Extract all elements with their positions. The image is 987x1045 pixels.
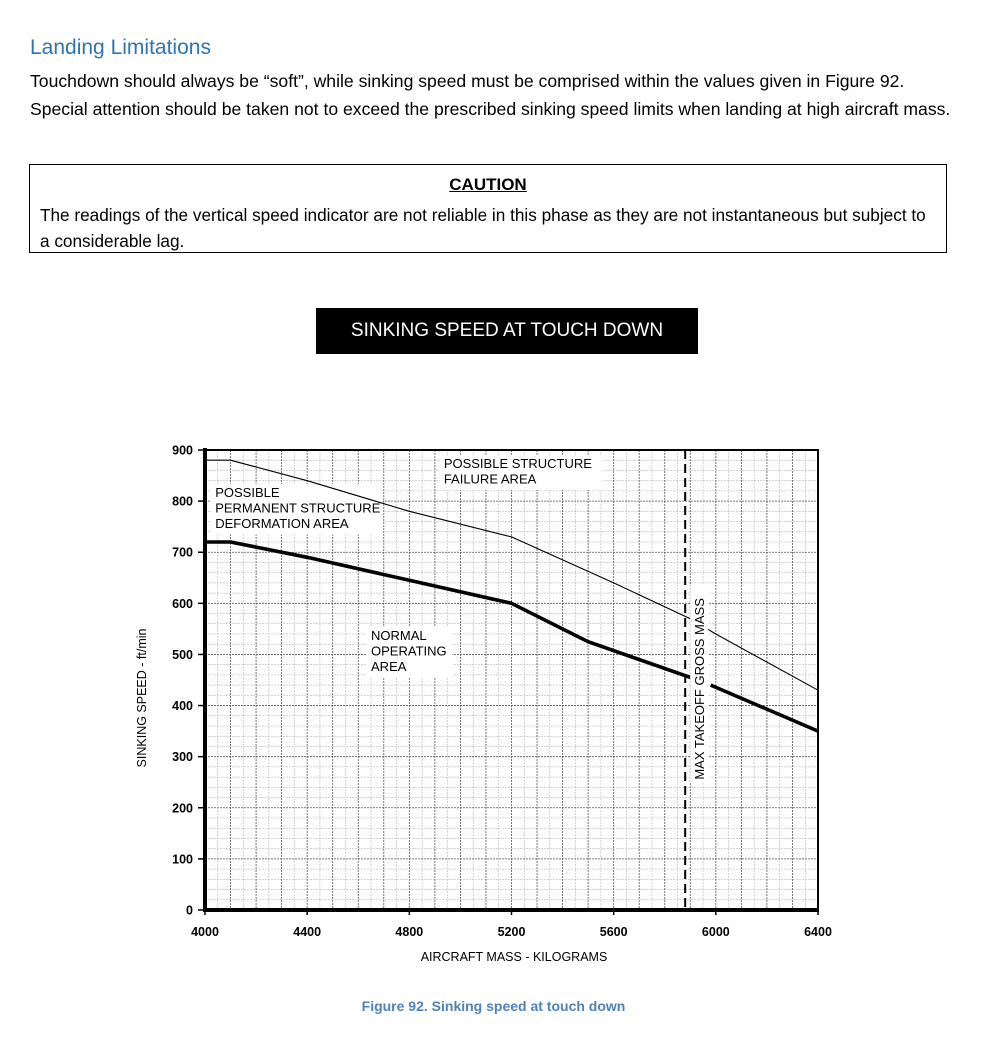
annotation-line: POSSIBLE STRUCTURE bbox=[443, 455, 592, 471]
y-tick-label: 600 bbox=[172, 596, 193, 611]
y-tick-label: 300 bbox=[172, 750, 193, 765]
x-tick-label: 4000 bbox=[191, 925, 219, 939]
max-takeoff-mass-label: MAX TAKEOFF GROSS MASS bbox=[692, 598, 708, 780]
caution-text: The readings of the vertical speed indicator are not reliable in this phase as they are not instantaneous but subject to a considerable lag. bbox=[40, 205, 926, 251]
y-tick-label: 0 bbox=[186, 903, 193, 918]
x-tick-label: 4400 bbox=[293, 925, 322, 939]
y-tick-label: 700 bbox=[172, 545, 193, 560]
y-axis-label: SINKING SPEED - ft/min bbox=[135, 628, 149, 768]
annotation-2 bbox=[211, 484, 382, 535]
annotation-line: AREA bbox=[371, 659, 407, 675]
y-tick-label: 800 bbox=[172, 494, 193, 509]
x-tick-label: 6000 bbox=[701, 925, 730, 939]
annotation-line: NORMAL bbox=[371, 628, 427, 644]
intro-paragraph: Touchdown should always be “soft”, while sinking speed must be comprised within the values given in Figure 92. Special attention should be taken not to exceed the prescribed sinking speed limits when landing at high aircraft mass. bbox=[30, 71, 951, 119]
y-tick-label: 100 bbox=[172, 852, 193, 867]
x-axis-label: AIRCRAFT MASS - KILOGRAMS bbox=[420, 950, 608, 964]
annotation-line: FAILURE AREA bbox=[443, 471, 537, 487]
x-tick-label: 5600 bbox=[599, 925, 628, 939]
annotation-line: PERMANENT STRUCTURE bbox=[215, 500, 381, 516]
annotation-3 bbox=[367, 627, 452, 678]
y-tick-label: 900 bbox=[172, 443, 193, 458]
annotation-line: OPERATING bbox=[371, 643, 447, 659]
figure-caption: Figure 92. Sinking speed at touch down bbox=[361, 998, 626, 1014]
section-heading: Landing Limitations bbox=[30, 36, 211, 59]
x-tick-label: 4800 bbox=[395, 925, 424, 939]
y-tick-label: 200 bbox=[172, 801, 193, 816]
caution-title: CAUTION bbox=[449, 175, 527, 194]
annotation-line: POSSIBLE bbox=[215, 485, 280, 501]
x-tick-label: 5200 bbox=[497, 925, 526, 939]
series-line-3 bbox=[711, 685, 818, 731]
annotation-1 bbox=[440, 455, 603, 490]
y-tick-label: 500 bbox=[172, 647, 193, 662]
chart-reference bbox=[685, 450, 708, 910]
annotation-line: DEFORMATION AREA bbox=[215, 516, 349, 532]
x-tick-label: 6400 bbox=[804, 925, 832, 939]
chart-title: SINKING SPEED AT TOUCH DOWN bbox=[316, 308, 698, 354]
y-tick-label: 400 bbox=[172, 699, 193, 714]
